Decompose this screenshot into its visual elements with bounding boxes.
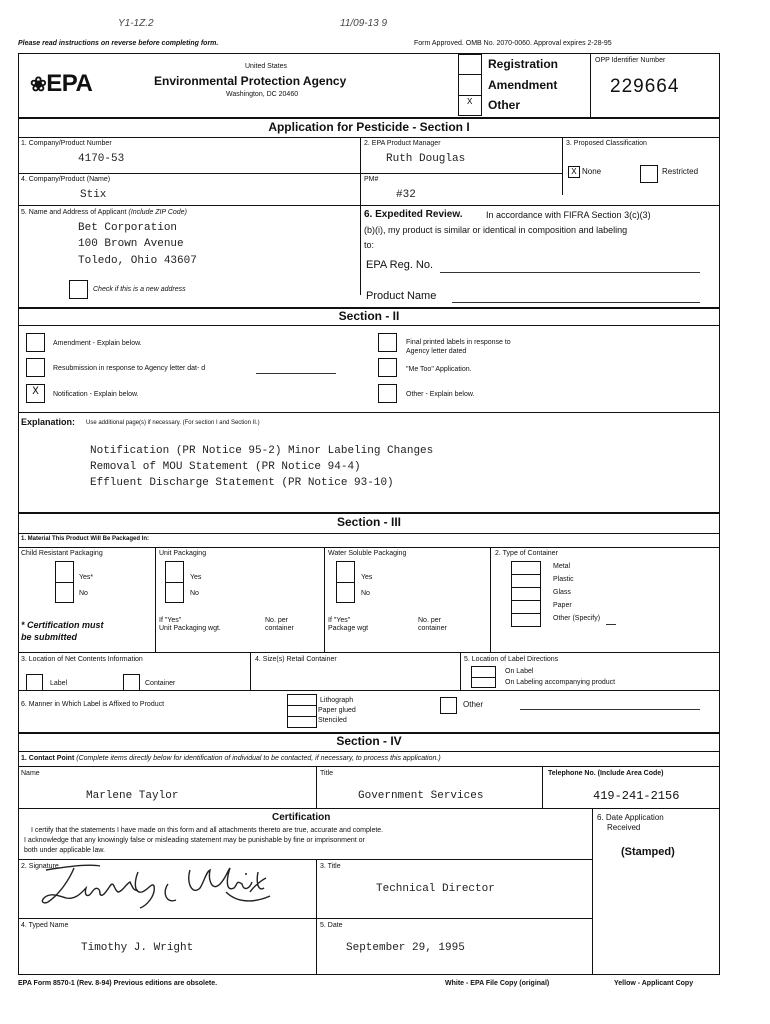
container-other: Other (Specify): [553, 615, 601, 622]
other-label: Other - Explain below.: [406, 391, 475, 398]
applicant-line-2[interactable]: 100 Brown Avenue: [78, 238, 184, 250]
date-received-label-1: 6. Date Application: [597, 813, 664, 822]
final-labels-label-2: Agency letter dated: [406, 348, 467, 355]
classification-restricted-label: Restricted: [662, 167, 699, 176]
classification-restricted-checkbox[interactable]: [640, 165, 658, 183]
expedited-text-3: to:: [364, 240, 375, 250]
product-name-label: 4. Company/Product (Name): [21, 176, 111, 183]
retail-sizes-label: 4. Size(s) Retail Container: [255, 656, 337, 663]
net-label-label: Label: [50, 680, 68, 687]
contact-title-label: Title: [320, 770, 333, 777]
other-checkbox[interactable]: [378, 384, 397, 403]
manner-stenciled: Stenciled: [318, 717, 347, 724]
container-metal: Metal: [553, 563, 571, 570]
me-too-label: "Me Too" Application.: [406, 366, 472, 373]
instructions-note: Please read instructions on reverse before completing form.: [18, 40, 219, 47]
explanation-line-3[interactable]: Effluent Discharge Statement (PR Notice 93-10): [90, 477, 394, 489]
material-label: 1. Material This Product Will Be Packaged In:: [21, 536, 149, 542]
explanation-line-2[interactable]: Removal of MOU Statement (PR Notice 94-4): [90, 461, 361, 473]
handwritten-note-left: Y1-1Z.2: [118, 18, 154, 29]
water-no-per: No. per: [418, 617, 441, 624]
resubmission-label: Resubmission in response to Agency letter dat- d: [53, 365, 206, 372]
applicant-line-3[interactable]: Toledo, Ohio 43607: [78, 255, 197, 267]
manner-boxes[interactable]: [287, 694, 317, 728]
product-name-2-field[interactable]: [452, 302, 700, 303]
type-container-label: 2. Type of Container: [495, 550, 558, 557]
contact-title[interactable]: Government Services: [358, 790, 484, 802]
handwritten-note-middle: 11/09-13 9: [340, 18, 388, 29]
reg-no-label: EPA Reg. No.: [366, 259, 434, 271]
type-amendment: Amendment: [488, 78, 558, 92]
water-if-yes: If "Yes": [328, 617, 351, 624]
title3-value[interactable]: Technical Director: [376, 883, 495, 895]
on-labeling: On Labeling accompanying product: [505, 679, 616, 686]
section-3-title: Section - III: [336, 515, 401, 529]
manner-lithograph: Lithograph: [320, 697, 354, 704]
manner-other-label: Other: [463, 700, 484, 709]
classification-none-label: None: [582, 167, 602, 176]
contact-point-label: 1. Contact Point (Complete items directly below for identification of individual to be contacted, if necessary, to process this application.): [21, 755, 441, 762]
phone-label: Telephone No. (Include Area Code): [548, 770, 664, 777]
unit-if-yes: If "Yes": [159, 617, 182, 624]
unit-container: container: [265, 625, 294, 632]
section-1-title: Application for Pesticide - Section I: [268, 120, 470, 134]
notification-label: Notification - Explain below.: [53, 391, 139, 398]
contact-name-label: Name: [21, 770, 40, 777]
title3-label: 3. Title: [320, 863, 341, 870]
certification-text-2: I acknowledge that any knowingly false or misleading statement may be punishable by fine or imprisonment or: [24, 837, 365, 844]
form-id: EPA Form 8570-1 (Rev. 8-94) Previous editions are obsolete.: [18, 980, 218, 987]
manner-paper-glued: Paper glued: [318, 707, 356, 714]
container-glass: Glass: [553, 589, 571, 596]
opp-identifier-label: OPP Identifier Number: [595, 57, 666, 64]
section-2-title: Section - II: [338, 309, 400, 323]
label-directions-label: 5. Location of Label Directions: [464, 656, 559, 663]
type-registration: Registration: [488, 57, 559, 71]
unit-packaging-no: No: [190, 590, 199, 597]
explanation-label: Explanation:: [21, 417, 76, 427]
water-soluble-no: No: [361, 590, 370, 597]
epa-logo: ❀EPA: [30, 70, 93, 97]
classification-label: 3. Proposed Classification: [566, 140, 647, 147]
type-other: Other: [488, 98, 521, 112]
child-resistant-label: Child Resistant Packaging: [21, 550, 103, 557]
opp-identifier-number: 229664: [610, 76, 680, 97]
certification-note-1: * Certification must: [21, 620, 104, 630]
me-too-checkbox[interactable]: [378, 358, 397, 377]
stamped-label: (Stamped): [621, 846, 675, 858]
reg-no-field[interactable]: [440, 272, 700, 273]
on-label: On Label: [505, 668, 534, 675]
container-paper: Paper: [553, 602, 572, 609]
net-container-label: Container: [145, 680, 176, 687]
typed-name-label: 4. Typed Name: [21, 922, 69, 929]
company-number[interactable]: 4170-53: [78, 153, 125, 165]
expedited-text-1: In accordance with FIFRA Section 3(c)(3): [486, 210, 651, 220]
white-copy-note: White - EPA File Copy (original): [445, 980, 550, 987]
net-container-checkbox[interactable]: [123, 674, 140, 691]
signature-image: [30, 862, 280, 910]
water-soluble-yes: Yes: [361, 574, 373, 581]
expedited-text-2: (b)(i), my product is similar or identical in composition and labeling: [364, 225, 628, 235]
water-container: container: [418, 625, 447, 632]
other-type-checkbox[interactable]: X: [467, 97, 473, 107]
certification-title: Certification: [272, 812, 331, 823]
yellow-copy-note: Yellow - Applicant Copy: [614, 980, 694, 987]
new-address-label: Check if this is a new address: [93, 286, 186, 293]
applicant-line-1[interactable]: Bet Corporation: [78, 222, 178, 234]
date-received-label-2: Received: [607, 823, 641, 832]
certification-text-3: both under applicable law.: [24, 847, 105, 854]
child-resistant-no: No: [79, 590, 88, 597]
unit-packaging-yes: Yes: [190, 574, 202, 581]
certification-text-1: I certify that the statements I have made on this form and all attachments thereto are true, accurate and complete.: [31, 827, 384, 834]
water-soluble-label: Water Soluble Packaging: [328, 550, 407, 557]
final-labels-label-1: Final printed labels in response to: [406, 339, 511, 346]
expedited-review-label: 6. Expedited Review.: [364, 209, 463, 220]
company-number-label: 1. Company/Product Number: [21, 140, 112, 147]
typed-name[interactable]: Timothy J. Wright: [81, 942, 194, 954]
agency-name: Environmental Protection Agency: [154, 74, 347, 88]
agency-location: Washington, DC 20460: [226, 91, 299, 98]
explanation-line-1[interactable]: Notification (PR Notice 95-2) Minor Labeling Changes: [90, 445, 434, 457]
form-approved-note: Form Approved. OMB No. 2070-0060. Approval expires 2-28-95: [414, 40, 612, 47]
product-name[interactable]: Stix: [80, 189, 107, 201]
united-states-label: United States: [245, 63, 288, 70]
pm-value[interactable]: #32: [396, 189, 416, 201]
date-value[interactable]: September 29, 1995: [346, 942, 465, 954]
unit-packaging-weight: Unit Packaging wgt.: [159, 625, 221, 632]
product-manager[interactable]: Ruth Douglas: [386, 153, 466, 165]
resubmission-checkbox[interactable]: [26, 358, 45, 377]
classification-none-checkbox[interactable]: X: [568, 166, 580, 178]
section-4-title: Section - IV: [336, 734, 402, 748]
manner-other-field[interactable]: [520, 709, 700, 710]
date-label: 5. Date: [320, 922, 343, 929]
signature-label: 2. Signature: [21, 863, 59, 870]
amendment-label: Amendment - Explain below.: [53, 340, 142, 347]
product-name-2-label: Product Name: [366, 290, 437, 302]
container-type-boxes[interactable]: [511, 561, 541, 627]
unit-packaging-label: Unit Packaging: [159, 550, 207, 557]
notification-checkbox[interactable]: X: [26, 384, 45, 403]
applicant-label: 5. Name and Address of Applicant (Include ZIP Code): [21, 209, 187, 216]
phone-number[interactable]: 419-241-2156: [593, 789, 680, 803]
explanation-note: Use additional page(s) if necessary. (For section I and Section II.): [86, 420, 260, 426]
manner-other-checkbox[interactable]: [440, 697, 457, 714]
net-contents-label: 3. Location of Net Contents Information: [21, 656, 143, 663]
manner-label: 6. Manner in Which Label is Affixed to Product: [21, 701, 165, 708]
new-address-checkbox[interactable]: [69, 280, 88, 299]
certification-note-2: be submitted: [21, 632, 78, 642]
contact-name[interactable]: Marlene Taylor: [86, 790, 179, 802]
child-resistant-yes: Yes*: [79, 574, 94, 581]
amendment-checkbox[interactable]: [26, 333, 45, 352]
net-label-checkbox[interactable]: [26, 674, 43, 691]
water-package-weight: Package wgt: [328, 625, 369, 632]
final-labels-checkbox[interactable]: [378, 333, 397, 352]
unit-no-per: No. per: [265, 617, 288, 624]
product-manager-label: 2. EPA Product Manager: [364, 140, 441, 147]
container-plastic: Plastic: [553, 576, 574, 583]
pm-label: PM#: [364, 176, 379, 183]
